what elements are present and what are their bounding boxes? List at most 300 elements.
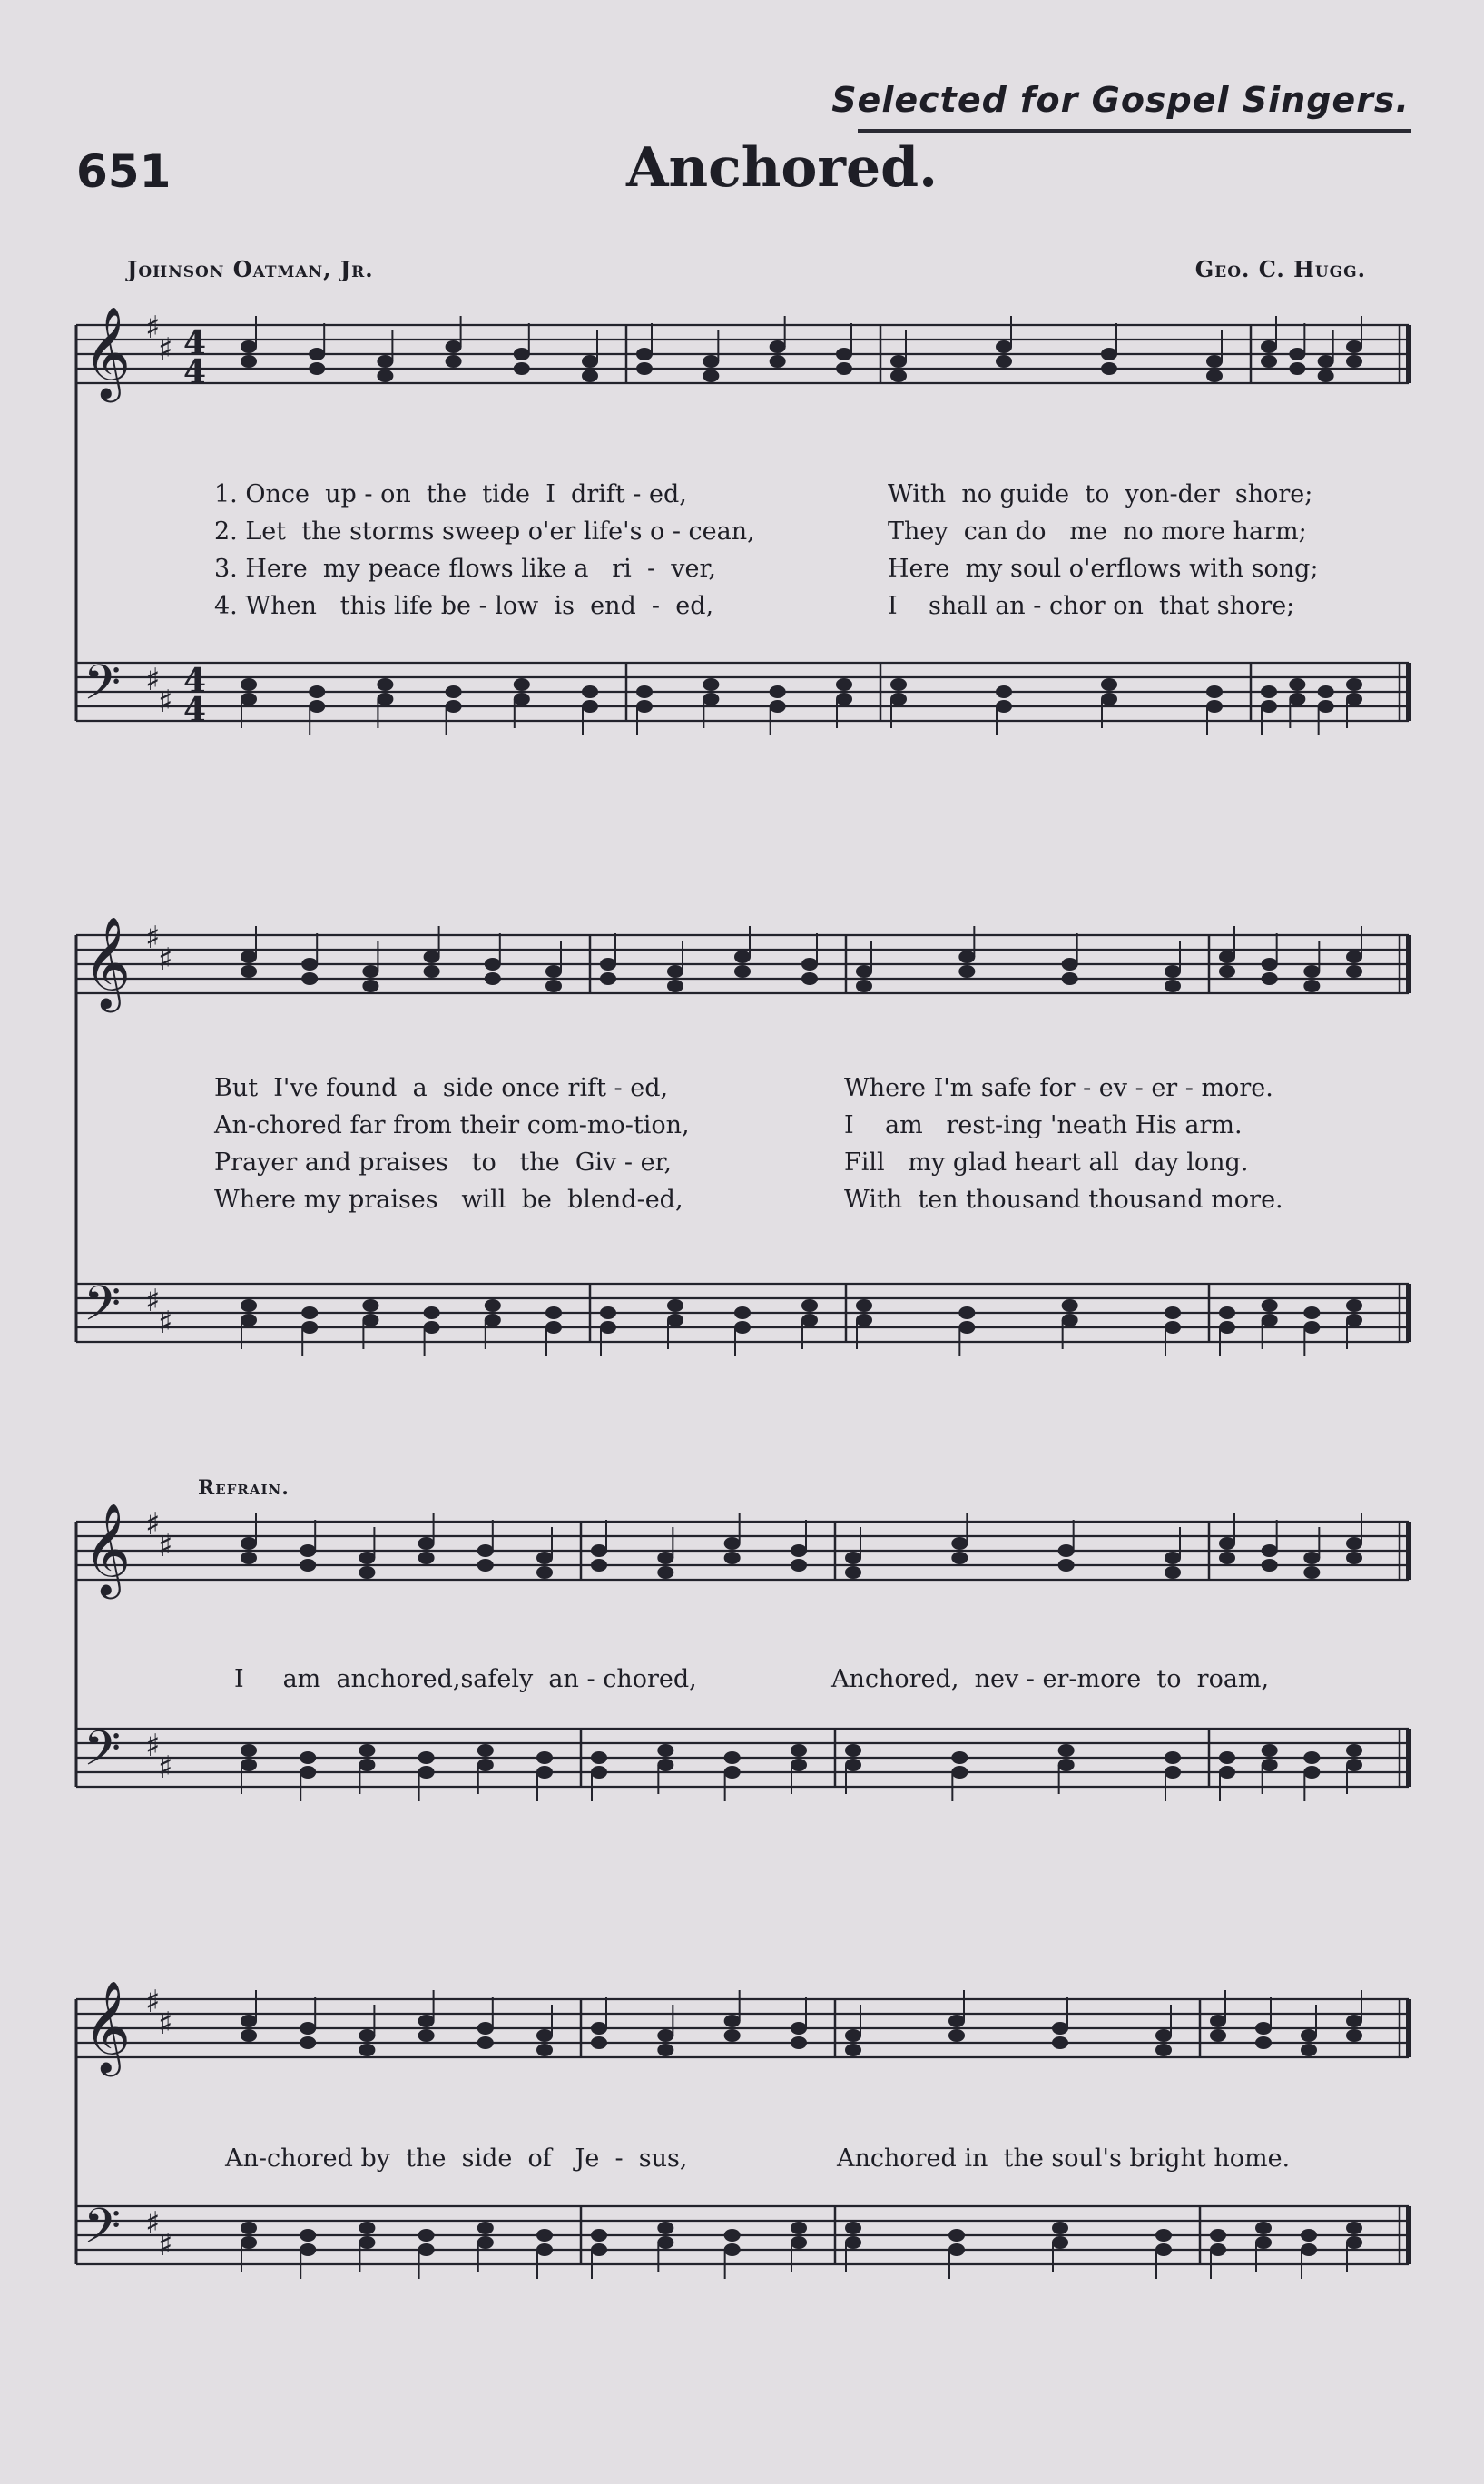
refrain-label: Refrain. <box>198 1476 290 1500</box>
note-head <box>657 2222 673 2234</box>
note-head <box>1318 355 1334 368</box>
note-head <box>1261 685 1277 698</box>
note-head <box>1210 2229 1226 2242</box>
note-head <box>1255 2036 1272 2049</box>
note-head <box>545 1321 562 1334</box>
verse-lyrics-line2-first-half <box>214 1070 690 1218</box>
note-head <box>1101 693 1117 705</box>
note-head <box>1261 700 1277 713</box>
lyric-line: An-chored far from their com-mo-tion, <box>214 1111 690 1139</box>
note-head <box>1346 678 1362 691</box>
note-head <box>309 362 325 375</box>
note-head <box>951 1537 968 1550</box>
note-head <box>424 1306 440 1319</box>
note-head <box>424 1321 440 1334</box>
note-head <box>791 2022 807 2035</box>
lyric-line: 3. Here my peace flows like a ri - ver, <box>214 555 716 583</box>
note-head <box>1206 355 1223 368</box>
note-head <box>1301 2243 1317 2256</box>
note-head <box>856 965 872 978</box>
lyric-line: 1. Once up - on the tide I drift - ed, <box>214 480 687 508</box>
note-head <box>1155 2229 1172 2242</box>
note-head <box>514 678 530 691</box>
note-head <box>359 1566 375 1579</box>
composer-credit: Geo. C. Hugg. <box>1194 256 1366 282</box>
note-head <box>1155 2029 1172 2042</box>
note-head <box>309 700 325 713</box>
hymn-title: Anchored. <box>626 136 938 200</box>
note-head <box>801 972 818 985</box>
note-head <box>724 2029 741 2042</box>
note-head <box>657 1552 673 1564</box>
note-head <box>1165 1766 1181 1779</box>
note-head <box>536 2044 553 2056</box>
note-head <box>241 340 257 353</box>
note-head <box>477 1744 494 1757</box>
note-head <box>770 340 786 353</box>
note-head <box>600 972 616 985</box>
note-head <box>836 693 852 705</box>
note-head <box>845 2044 861 2056</box>
note-head <box>703 678 719 691</box>
time-signature: 4 <box>183 662 207 700</box>
note-head <box>536 1766 553 1779</box>
note-head <box>791 1544 807 1557</box>
note-head <box>591 2229 607 2242</box>
note-head <box>300 2243 316 2256</box>
note-head <box>309 685 325 698</box>
note-head <box>657 1744 673 1757</box>
note-head <box>1206 370 1223 382</box>
note-head <box>418 1552 435 1564</box>
lyric-line: 4. When this life be - low is end - ed, <box>214 592 714 620</box>
note-head <box>958 951 975 963</box>
note-head <box>791 1744 807 1757</box>
note-head <box>1346 1759 1362 1771</box>
note-head <box>948 2229 965 2242</box>
note-head <box>951 1751 968 1764</box>
note-head <box>657 2236 673 2249</box>
note-head <box>791 1559 807 1572</box>
note-head <box>485 972 501 985</box>
note-head <box>948 2029 965 2042</box>
note-head <box>1052 2236 1068 2249</box>
treble-clef-icon: 𝄞 <box>84 1979 132 2073</box>
sharp-icon: ♯ <box>158 1528 173 1564</box>
note-head <box>600 1306 616 1319</box>
treble-clef-icon: 𝄞 <box>84 915 132 1009</box>
note-head <box>1062 972 1078 985</box>
sharp-icon: ♯ <box>145 1984 161 2020</box>
note-head <box>724 1766 741 1779</box>
note-head <box>845 2222 861 2234</box>
note-head <box>1052 2036 1068 2049</box>
note-head <box>724 2015 741 2027</box>
note-head <box>1219 1552 1235 1564</box>
note-head <box>359 1552 375 1564</box>
sharp-icon: ♯ <box>158 2006 173 2042</box>
note-head <box>477 1559 494 1572</box>
note-head <box>485 1314 501 1326</box>
note-head <box>241 951 257 963</box>
note-head <box>300 2036 316 2049</box>
verse-lyrics-line2-second-half <box>844 1070 1283 1218</box>
note-head <box>1262 972 1278 985</box>
note-head <box>359 1744 375 1757</box>
note-head <box>1255 2222 1272 2234</box>
time-signature: 4 <box>183 324 207 362</box>
note-head <box>1289 362 1305 375</box>
hymn-number: 651 <box>76 145 172 198</box>
note-head <box>241 678 257 691</box>
note-head <box>836 348 852 360</box>
verse-lyrics-line1-second-half <box>888 476 1319 625</box>
note-head <box>724 2229 741 2242</box>
note-head <box>734 1306 751 1319</box>
note-head <box>545 1306 562 1319</box>
note-head <box>1346 1299 1362 1312</box>
note-head <box>1062 1299 1078 1312</box>
note-head <box>770 685 786 698</box>
note-head <box>241 693 257 705</box>
note-head <box>856 1299 872 1312</box>
note-head <box>1262 1759 1278 1771</box>
note-head <box>996 685 1012 698</box>
note-head <box>377 355 393 368</box>
note-head <box>582 355 598 368</box>
note-head <box>1346 693 1362 705</box>
bass-clef-icon: 𝄢 <box>84 2199 122 2266</box>
note-head <box>636 348 653 360</box>
note-head <box>724 1751 741 1764</box>
lyric-line: Where my praises will be blend-ed, <box>214 1186 683 1214</box>
bass-clef-icon: 𝄢 <box>84 656 122 723</box>
sharp-icon: ♯ <box>145 662 161 698</box>
note-head <box>424 965 440 978</box>
note-head <box>1219 1306 1235 1319</box>
note-head <box>536 1552 553 1564</box>
note-head <box>241 1299 257 1312</box>
lyric-line: I am rest-ing 'neath His arm. <box>844 1111 1243 1139</box>
note-head <box>951 1552 968 1564</box>
note-head <box>657 1759 673 1771</box>
note-head <box>1346 1314 1362 1326</box>
lyric-line: Fill my glad heart all day long. <box>844 1148 1249 1177</box>
note-head <box>996 700 1012 713</box>
note-head <box>1318 370 1334 382</box>
note-head <box>241 2029 257 2042</box>
note-head <box>300 2022 316 2035</box>
note-head <box>477 1544 494 1557</box>
note-head <box>477 2022 494 2035</box>
note-head <box>1346 2222 1362 2234</box>
note-head <box>734 965 751 978</box>
note-head <box>536 2029 553 2042</box>
note-head <box>309 348 325 360</box>
lyric-line: Here my soul o'erflows with song; <box>888 555 1319 583</box>
refrain-lyric-2a: An-chored by the side of Je - sus, <box>225 2144 688 2173</box>
treble-clef-icon: 𝄞 <box>84 305 132 399</box>
note-head <box>667 980 683 992</box>
note-head <box>1346 1537 1362 1550</box>
refrain-lyric-2b: Anchored in the soul's bright home. <box>837 2144 1291 2173</box>
note-head <box>1262 1559 1278 1572</box>
note-head <box>1261 355 1277 368</box>
note-head <box>300 2229 316 2242</box>
note-head <box>1062 958 1078 971</box>
note-head <box>667 965 683 978</box>
note-head <box>845 2029 861 2042</box>
note-head <box>1346 2029 1362 2042</box>
note-head <box>418 1766 435 1779</box>
lyricist-credit: Johnson Oatman, Jr. <box>127 256 374 282</box>
note-head <box>1289 693 1305 705</box>
note-head <box>1219 1751 1235 1764</box>
lyric-line: But I've found a side once rift - ed, <box>214 1074 669 1102</box>
note-head <box>801 958 818 971</box>
note-head <box>241 1552 257 1564</box>
note-head <box>657 2029 673 2042</box>
note-head <box>801 1299 818 1312</box>
note-head <box>377 693 393 705</box>
note-head <box>724 1537 741 1550</box>
note-head <box>1262 1299 1278 1312</box>
note-head <box>890 678 907 691</box>
note-head <box>582 370 598 382</box>
note-head <box>300 1766 316 1779</box>
note-head <box>958 965 975 978</box>
note-head <box>791 1759 807 1771</box>
note-head <box>1210 2029 1226 2042</box>
sharp-icon: ♯ <box>158 331 173 368</box>
note-head <box>241 1744 257 1757</box>
note-head <box>770 700 786 713</box>
note-head <box>770 355 786 368</box>
note-head <box>948 2243 965 2256</box>
lyric-line: Where I'm safe for - ev - er - more. <box>844 1074 1273 1102</box>
note-head <box>362 1299 378 1312</box>
note-head <box>1210 2243 1226 2256</box>
collection-title: Selected for Gospel Singers. <box>831 80 1410 120</box>
note-head <box>791 2236 807 2249</box>
note-head <box>1318 700 1334 713</box>
note-head <box>418 2029 435 2042</box>
note-head <box>362 1314 378 1326</box>
sharp-icon: ♯ <box>158 941 173 978</box>
note-head <box>1219 1537 1235 1550</box>
note-head <box>446 685 462 698</box>
note-head <box>536 2243 553 2256</box>
note-head <box>1165 1321 1181 1334</box>
note-head <box>836 678 852 691</box>
verse-lyrics-line1-first-half <box>214 476 755 625</box>
note-head <box>418 1751 435 1764</box>
note-head <box>301 972 318 985</box>
note-head <box>856 980 872 992</box>
note-head <box>890 370 907 382</box>
note-head <box>591 1766 607 1779</box>
note-head <box>801 1314 818 1326</box>
note-head <box>514 362 530 375</box>
note-head <box>377 678 393 691</box>
note-head <box>1206 700 1223 713</box>
note-head <box>359 1759 375 1771</box>
note-head <box>418 2015 435 2027</box>
note-head <box>477 2222 494 2234</box>
note-head <box>241 2236 257 2249</box>
note-head <box>1219 1766 1235 1779</box>
sharp-icon: ♯ <box>145 1506 161 1543</box>
note-head <box>359 2044 375 2056</box>
sharp-icon: ♯ <box>145 1283 161 1319</box>
note-head <box>241 1314 257 1326</box>
note-head <box>477 2236 494 2249</box>
lyric-line: With ten thousand thousand more. <box>844 1186 1283 1214</box>
note-head <box>446 340 462 353</box>
note-head <box>362 965 378 978</box>
note-head <box>845 1566 861 1579</box>
note-head <box>600 1321 616 1334</box>
note-head <box>845 2236 861 2249</box>
note-head <box>1052 2222 1068 2234</box>
note-head <box>1101 348 1117 360</box>
note-head <box>1303 980 1320 992</box>
note-head <box>1165 1566 1181 1579</box>
note-head <box>1301 2029 1317 2042</box>
bass-clef-icon: 𝄢 <box>84 1721 122 1789</box>
note-head <box>703 370 719 382</box>
note-head <box>1303 965 1320 978</box>
note-head <box>1165 1306 1181 1319</box>
note-head <box>1301 2044 1317 2056</box>
note-head <box>636 700 653 713</box>
note-head <box>1346 340 1362 353</box>
sharp-icon: ♯ <box>145 920 161 956</box>
note-head <box>667 1314 683 1326</box>
note-head <box>359 2236 375 2249</box>
note-head <box>1318 685 1334 698</box>
note-head <box>836 362 852 375</box>
note-head <box>856 1314 872 1326</box>
note-head <box>845 1552 861 1564</box>
note-head <box>1346 355 1362 368</box>
note-head <box>996 340 1012 353</box>
note-head <box>591 1559 607 1572</box>
note-head <box>791 2036 807 2049</box>
note-head <box>591 2022 607 2035</box>
note-head <box>703 693 719 705</box>
note-head <box>1303 1321 1320 1334</box>
note-head <box>241 1759 257 1771</box>
note-head <box>1101 678 1117 691</box>
note-head <box>241 355 257 368</box>
bass-clef-icon: 𝄢 <box>84 1276 122 1344</box>
refrain-lyric-1b: Anchored, nev - er-more to roam, <box>831 1665 1270 1693</box>
note-head <box>301 958 318 971</box>
note-head <box>1052 2022 1068 2035</box>
note-head <box>301 1306 318 1319</box>
note-head <box>536 1566 553 1579</box>
note-head <box>1155 2243 1172 2256</box>
sharp-icon: ♯ <box>145 310 161 346</box>
note-head <box>536 1751 553 1764</box>
note-head <box>1262 1544 1278 1557</box>
sharp-icon: ♯ <box>145 1728 161 1764</box>
note-head <box>241 1537 257 1550</box>
time-signature: 4 <box>183 691 207 729</box>
sharp-icon: ♯ <box>158 2227 173 2263</box>
note-head <box>241 965 257 978</box>
note-head <box>636 362 653 375</box>
note-head <box>591 2243 607 2256</box>
note-head <box>657 2044 673 2056</box>
note-head <box>1262 958 1278 971</box>
note-head <box>1165 1552 1181 1564</box>
note-head <box>724 1552 741 1564</box>
note-head <box>1261 340 1277 353</box>
note-head <box>890 693 907 705</box>
note-head <box>359 2222 375 2234</box>
note-head <box>845 1744 861 1757</box>
note-head <box>424 951 440 963</box>
sharp-icon: ♯ <box>145 2205 161 2242</box>
note-head <box>1058 1744 1075 1757</box>
note-head <box>657 1566 673 1579</box>
note-head <box>845 1759 861 1771</box>
note-head <box>1262 1744 1278 1757</box>
note-head <box>418 1537 435 1550</box>
note-head <box>1219 965 1235 978</box>
note-head <box>241 2015 257 2027</box>
note-head <box>1303 1566 1320 1579</box>
note-head <box>1346 2015 1362 2027</box>
note-head <box>958 1306 975 1319</box>
note-head <box>1219 1321 1235 1334</box>
note-head <box>791 2222 807 2234</box>
note-head <box>1346 951 1362 963</box>
note-head <box>300 1559 316 1572</box>
note-head <box>1289 678 1305 691</box>
note-head <box>1346 1552 1362 1564</box>
note-head <box>890 355 907 368</box>
note-head <box>418 2229 435 2242</box>
note-head <box>1303 1306 1320 1319</box>
note-head <box>300 1544 316 1557</box>
refrain-lyric-1a: I am anchored,safely an - chored, <box>234 1665 697 1693</box>
lyric-line: I shall an - chor on that shore; <box>888 592 1295 620</box>
note-head <box>1165 965 1181 978</box>
note-head <box>300 1751 316 1764</box>
note-head <box>958 1321 975 1334</box>
note-head <box>724 2243 741 2256</box>
note-head <box>1346 1744 1362 1757</box>
note-head <box>582 700 598 713</box>
note-head <box>514 693 530 705</box>
sharp-icon: ♯ <box>158 1750 173 1786</box>
note-head <box>1303 1552 1320 1564</box>
note-head <box>1206 685 1223 698</box>
note-head <box>485 958 501 971</box>
note-head <box>1301 2229 1317 2242</box>
note-head <box>301 1321 318 1334</box>
note-head <box>1303 1751 1320 1764</box>
note-head <box>359 2029 375 2042</box>
note-head <box>734 951 751 963</box>
note-head <box>636 685 653 698</box>
note-head <box>1346 2236 1362 2249</box>
note-head <box>545 965 562 978</box>
sharp-icon: ♯ <box>158 1305 173 1341</box>
